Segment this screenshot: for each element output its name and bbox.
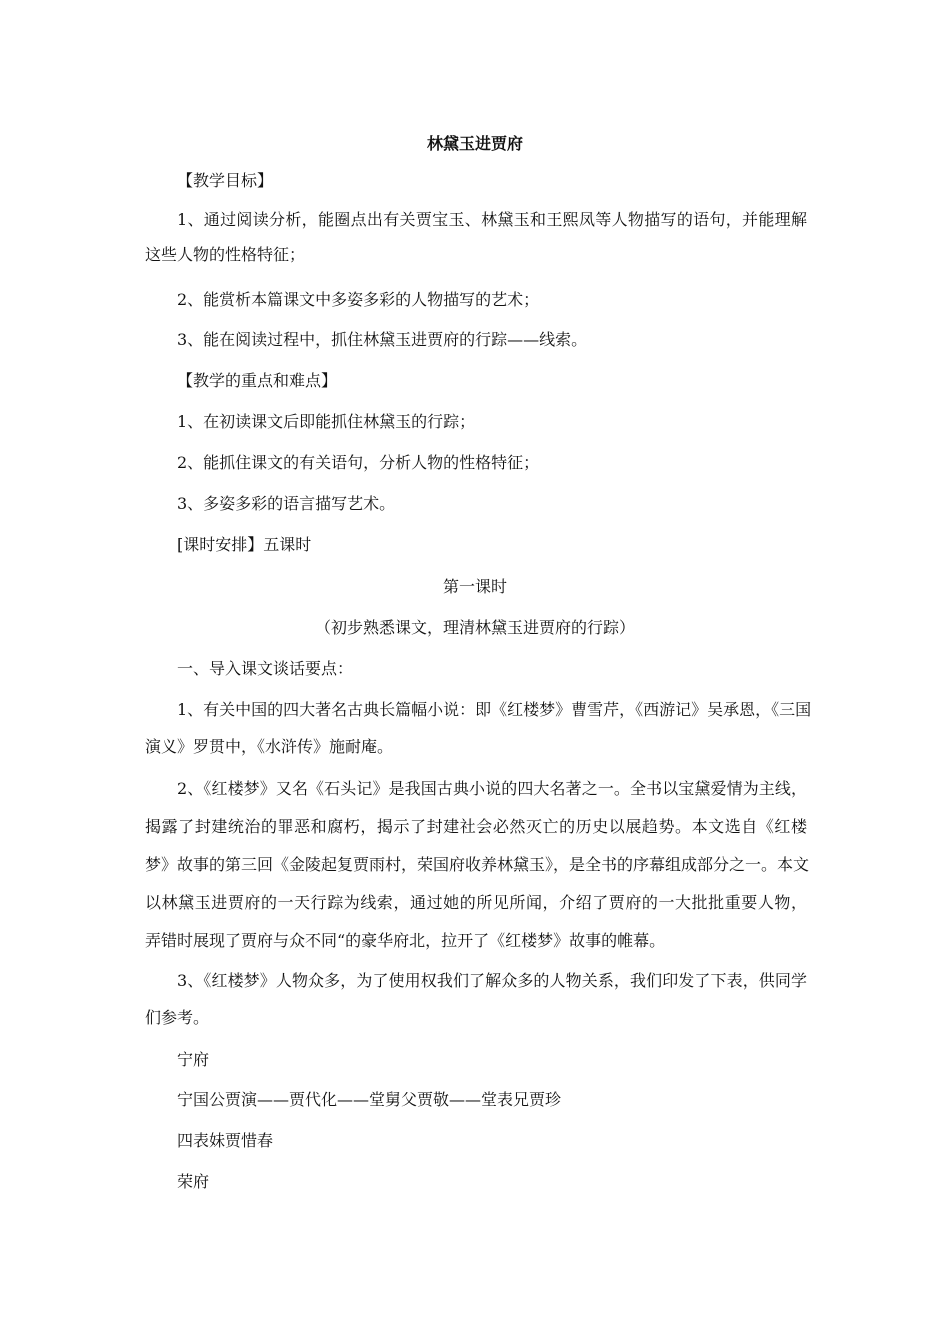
lesson-subtitle: （初步熟悉课文，理清林黛玉进贾府的行踪） xyxy=(314,618,635,637)
heading-key-points: 【教学的重点和难点】 xyxy=(177,371,338,390)
paragraph-2-line-3: 梦》故事的第三回《金陵起复贾雨村，荣国府收养林黛玉》，是全书的序幕组成部分之一。本文 xyxy=(145,855,810,874)
section-1-heading: 一、导入课文谈话要点： xyxy=(177,659,354,678)
paragraph-2-line-5: 弄错时展现了贾府与众不同“的豪华府北，拉开了《红楼梦》故事的帷幕。 xyxy=(145,931,666,950)
heading-objectives: 【教学目标】 xyxy=(177,171,274,190)
paragraph-2-line-4: 以林黛玉进贾府的一天行踪为线索，通过她的所见所闻，介绍了贾府的一大批批重要人物， xyxy=(145,893,807,912)
paragraph-2-line-1: 2、《红楼梦》又名《石头记》是我国古典小说的四大名著之一。全书以宝黛爱情为主线， xyxy=(177,779,807,798)
rong-mansion-label: 荣府 xyxy=(177,1172,210,1191)
paragraph-2-line-2: 揭露了封建统治的罪恶和腐朽，揭示了封建社会必然灭亡的历史以展趋势。本文选自《红楼 xyxy=(145,817,807,836)
paragraph-3-line-1: 3、《红楼梦》人物众多，为了使用权我们了解众多的人物关系，我们印发了下表，供同学 xyxy=(177,971,807,990)
paragraph-1-line-2: 演义》罗贯中，《水浒传》施耐庵。 xyxy=(145,737,394,756)
document-title: 林黛玉进贾府 xyxy=(426,134,523,153)
objective-1-line-2: 这些人物的性格特征； xyxy=(145,245,306,264)
key-point-1: 1、在初读课文后即能抓住林黛玉的行踪； xyxy=(177,412,476,431)
objective-2: 2、能赏析本篇课文中多姿多彩的人物描写的艺术； xyxy=(177,290,540,309)
key-point-2: 2、能抓住课文的有关语句，分析人物的性格特征； xyxy=(177,453,540,472)
lesson-title: 第一课时 xyxy=(442,577,507,596)
ning-mansion-label: 宁府 xyxy=(177,1050,210,1069)
schedule: [课时安排】五课时 xyxy=(177,535,312,554)
ning-sister: 四表妹贾惜春 xyxy=(177,1131,274,1150)
key-point-3: 3、多姿多彩的语言描写艺术。 xyxy=(177,494,396,513)
objective-3: 3、能在阅读过程中，抓住林黛玉进贾府的行踪——线索。 xyxy=(177,330,588,349)
paragraph-3-line-2: 们参考。 xyxy=(145,1008,210,1027)
ning-lineage: 宁国公贾演——贾代化——堂舅父贾敬——堂表兄贾珍 xyxy=(177,1090,562,1109)
objective-1-line-1: 1、通过阅读分析，能圈点出有关贾宝玉、林黛玉和王熙凤等人物描写的语句，并能理解 xyxy=(177,210,807,229)
paragraph-1-line-1: 1、有关中国的四大著名古典长篇幅小说：即《红楼梦》曹雪芹，《西游记》吴承恩，《三国 xyxy=(177,700,812,719)
